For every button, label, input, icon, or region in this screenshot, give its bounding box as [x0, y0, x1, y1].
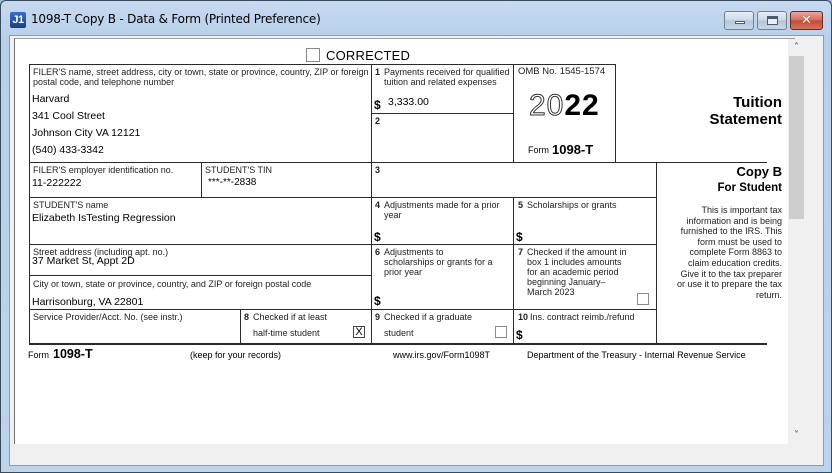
- student-name-value[interactable]: Elizabeth IsTesting Regression: [32, 212, 176, 224]
- box5-label: Scholarships or grants: [527, 200, 617, 210]
- box9-number: 9: [375, 312, 381, 322]
- tax-year-bold: 22: [564, 89, 600, 122]
- box8-label-line2: half-time student: [253, 328, 320, 338]
- footer-form-name: 1098-T: [53, 347, 93, 361]
- form-word: Form: [528, 145, 549, 155]
- box4-value[interactable]: [388, 229, 508, 243]
- box6-value[interactable]: [388, 293, 508, 307]
- box6-dollar-sign: $: [374, 294, 381, 308]
- filer-phone[interactable]: (540) 433-3342: [32, 144, 104, 156]
- doc-title-line1: Tuition: [733, 94, 782, 111]
- side-note: This is important tax information and is being furnished to the IRS. This form must be used to complete Form 8863 to claim education credits. Give it to the tax preparer or use it to prepare the tax return.: [676, 205, 782, 300]
- box3-field[interactable]: [373, 175, 655, 195]
- footer-department: Department of the Treasury - Internal Revenue Service: [527, 350, 746, 360]
- box5-value[interactable]: [530, 229, 650, 243]
- student-tin-value[interactable]: ***-**-2838: [208, 177, 257, 188]
- box10-dollar-sign: $: [516, 328, 523, 342]
- app-logo-icon: J1: [10, 12, 26, 28]
- form-viewport: [14, 38, 795, 444]
- box10-value[interactable]: [530, 327, 650, 341]
- scroll-up-icon[interactable]: ˄: [794, 42, 799, 53]
- vertical-scrollbar[interactable]: [788, 39, 805, 444]
- corrected-checkbox[interactable]: [306, 48, 320, 62]
- street-address-value[interactable]: 37 Market St, Appt 2D: [32, 255, 135, 267]
- box4-number: 4: [375, 200, 381, 210]
- box4-label: Adjustments made for a prior year: [384, 200, 500, 220]
- box7-checkbox[interactable]: [637, 293, 649, 305]
- divider: [29, 275, 371, 276]
- divider: [513, 197, 514, 343]
- close-icon: ✕: [801, 13, 812, 28]
- student-tin-label: STUDENT'S TIN: [205, 165, 273, 175]
- filer-name[interactable]: Harvard: [32, 93, 70, 105]
- window-title: 1098-T Copy B - Data & Form (Printed Preference): [31, 12, 321, 26]
- box5-number: 5: [518, 200, 524, 210]
- divider: [29, 343, 767, 345]
- divider: [29, 309, 656, 310]
- box6-label: Adjustments to scholarships or grants for a prior year: [384, 247, 493, 277]
- box8-label-line1: Checked if at least: [253, 312, 328, 322]
- copy-for-label: For Student: [717, 182, 782, 194]
- box10-label: Ins. contract reimb./refund: [530, 312, 635, 322]
- footer-form-word: Form: [28, 350, 49, 360]
- filer-city-state-zip[interactable]: Johnson City VA 12121: [32, 127, 141, 139]
- divider: [371, 113, 513, 114]
- box2-number: 2: [375, 116, 381, 126]
- street-address-label: Street address (including apt. no.): [33, 247, 169, 257]
- tax-year: [529, 89, 600, 123]
- filer-label: FILER'S name, street address, city or town, state or province, country, ZIP or foreign postal code, and telephone number: [33, 67, 369, 87]
- box1-dollar-sign: $: [374, 98, 381, 112]
- divider: [513, 64, 514, 162]
- box9-label-line2: student: [384, 328, 414, 338]
- box1-label: Payments received for qualified tuition and related expenses: [384, 67, 510, 87]
- box2-field[interactable]: [373, 127, 511, 160]
- box8-number: 8: [244, 312, 250, 322]
- divider: [29, 244, 656, 245]
- copy-label: Copy B: [736, 164, 782, 179]
- box3-number: 3: [375, 165, 381, 175]
- divider: [201, 162, 202, 197]
- box10-number: 10: [518, 312, 529, 322]
- student-name-label: STUDENT'S name: [33, 200, 109, 210]
- box6-number: 6: [375, 247, 381, 257]
- box8-checkbox[interactable]: X: [353, 326, 365, 338]
- box1-number: 1: [375, 67, 381, 77]
- service-provider-label: Service Provider/Acct. No. (see instr.): [33, 312, 183, 322]
- divider: [371, 64, 372, 343]
- form-1098t: [15, 39, 795, 444]
- close-button[interactable]: [790, 11, 823, 30]
- minimize-button[interactable]: [724, 11, 754, 30]
- form-name: 1098-T: [552, 142, 594, 157]
- divider: [29, 197, 656, 198]
- maximize-button[interactable]: [757, 11, 787, 30]
- box7-number: 7: [518, 247, 524, 257]
- service-provider-field[interactable]: [31, 324, 237, 341]
- box5-dollar-sign: $: [516, 230, 523, 244]
- box9-checkbox[interactable]: [495, 326, 507, 338]
- scrollbar-thumb[interactable]: [789, 56, 804, 219]
- omb-number: OMB No. 1545-1574: [518, 66, 606, 77]
- divider: [29, 64, 30, 343]
- city-address-value[interactable]: Harrisonburg, VA 22801: [32, 296, 144, 308]
- box9-label-line1: Checked if a graduate: [384, 312, 473, 322]
- title-bar[interactable]: [1, 1, 831, 35]
- filer-ein-label: FILER'S employer identification no.: [33, 165, 174, 175]
- divider: [29, 64, 615, 65]
- filer-ein-value[interactable]: 11-222222: [32, 177, 82, 189]
- divider: [240, 309, 241, 343]
- tax-year-outline: 20: [529, 89, 565, 122]
- divider: [656, 162, 657, 343]
- doc-title-line2: Statement: [709, 111, 782, 128]
- city-address-label: City or town, state or province, country, and ZIP or foreign postal code: [33, 279, 312, 289]
- footer-keep-note: (keep for your records): [190, 350, 282, 360]
- box7-label: Checked if the amount in box 1 includes amounts for an academic period beginning January– March 2023: [527, 247, 627, 297]
- filer-street[interactable]: 341 Cool Street: [32, 110, 105, 122]
- corrected-label: CORRECTED: [326, 48, 411, 63]
- divider: [615, 64, 616, 162]
- maximize-icon: [767, 16, 778, 25]
- footer-url: www.irs.gov/Form1098T: [393, 350, 491, 360]
- minimize-icon: [735, 21, 745, 24]
- box1-value[interactable]: 3,333.00: [388, 96, 429, 108]
- client-area: [9, 35, 824, 466]
- scroll-down-icon[interactable]: ˅: [794, 430, 799, 441]
- box4-dollar-sign: $: [374, 230, 381, 244]
